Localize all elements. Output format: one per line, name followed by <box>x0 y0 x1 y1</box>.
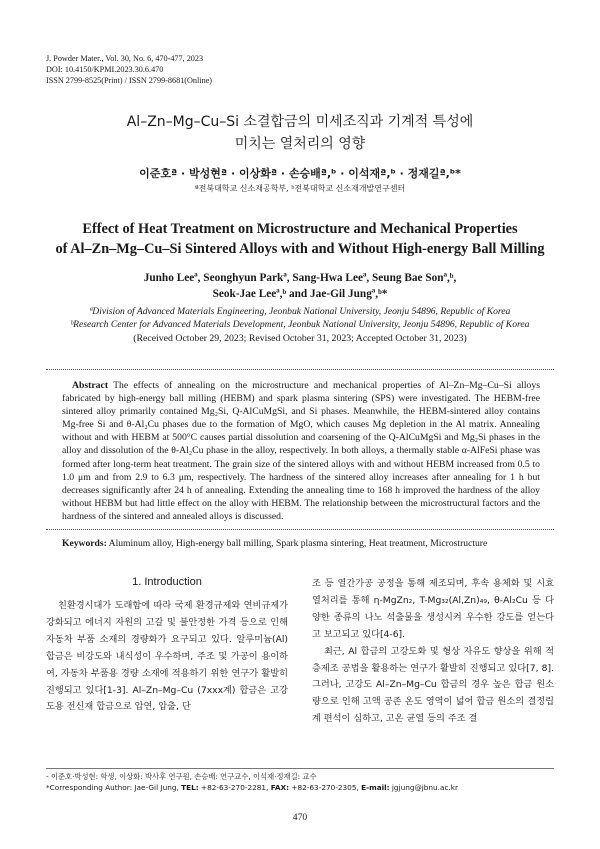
english-authors-line2: Seok-Jae Leeª,ᵇ and Jae-Gil Jungª,ᵇ* <box>212 288 388 300</box>
abstract-text: The effects of annealing on the microstructure and mechanical properties of Al–Zn–Mg–Cu–Si alloys fabricated by high-energy ball milling (HEBM) and spark plasma sintering (SPS) were investigated. The HEBM-free sintered alloy primarily contained Mg₂Si, Q-AlCuMgSi, and Si phases. Meanwhile, the HEBM-sintered alloy contains Mg-free Si and θ-Al₂Cu phases due to the formation of MgO, which causes Mg depletion in the Al matrix. Annealing without and with HEBM at 500°C causes partial dissolution and coarsening of the Q-AlCuMgSi and Mg₂Si phases in the alloy and dissolution of the θ-Al₂Cu phase in the alloy, respectively. In both alloys, a thermally stable α-AlFeSi phase was formed after long-term heat treatment. The grain size of the sintered alloys with and without HEBM increased from 0.5 to 1.0 μm and from 2.9 to 6.3 μm, respectively. The hardness of the sintered alloy increases after annealing for 1 h but decreases significantly after 24 h of annealing. Extending the annealing time to 168 h improved the hardness of the alloy without HEBM but had little effect on the alloy with HEBM. The relationship between the microstructural factors and the hardness of the sintered and annealed alloys is discussed. <box>62 380 541 522</box>
english-authors-line1: Junho Leeª, Seonghyun Parkª, Sang-Hwa Leeª, Seung Bae Sonª,ᵇ, <box>143 272 457 284</box>
abstract-label: Abstract <box>72 380 109 391</box>
fax-value: +82-63-270-2305, <box>291 783 359 792</box>
english-affiliation-b: ᵇResearch Center for Advanced Materials Development, Jeonbuk National University, Jeonju 54896, Republic of Korea <box>70 319 530 330</box>
journal-doi: DOI: 10.4150/KPMI.2023.30.6.470 <box>46 65 164 74</box>
korean-title-line2: 미치는 열처리의 영향 <box>234 136 366 152</box>
korean-affiliations: ª전북대학교 신소재공학부, ᵇ전북대학교 신소재개발연구센터 <box>194 184 406 193</box>
right-column <box>312 576 554 728</box>
english-affiliation-a: ªDivision of Advanced Materials Engineering, Jeonbuk National University, Jeonju 54896, Republic of Korea <box>89 306 511 317</box>
tel-value: +82-63-270-2281, <box>200 783 269 792</box>
fax-label: FAX: <box>270 783 290 792</box>
received-dates: (Received October 29, 2023; Revised October 31, 2023; Accepted October 31, 2023) <box>133 333 467 344</box>
left-column <box>46 598 288 716</box>
keywords-block <box>62 538 540 549</box>
journal-citation: J. Powder Mater., Vol. 30, No. 6, 470-477, 2023 <box>46 54 204 63</box>
journal-info <box>46 53 212 86</box>
section-heading-introduction: 1. Introduction <box>132 576 202 588</box>
korean-title-line1: Al–Zn–Mg–Cu–Si 소결합금의 미세조직과 기계적 특성에 <box>126 114 474 130</box>
email-link[interactable]: jgjung@jbnu.ac.kr <box>391 783 459 792</box>
footnote-divider <box>46 768 554 769</box>
tel-label: TEL: <box>181 783 199 792</box>
corresponding-author-name: *Corresponding Author: Jae-Gil Jung, <box>46 783 179 792</box>
page-number: 470 <box>292 812 308 823</box>
english-title-line2: of Al–Zn–Mg–Cu–Si Sintered Alloys with and Without High-energy Ball Milling <box>55 241 545 257</box>
abstract-top-divider <box>46 369 554 370</box>
keywords-text: Aluminum alloy, High-energy ball milling, Spark plasma sintering, Heat treatment, Microstructure <box>108 538 488 549</box>
intro-paragraph-1: 친환경시대가 도래함에 따라 국제 환경규제와 연비규제가 강화되고 에너지 자원의 고갈 및 불안정한 가격 등으로 인해 자동차 부품 소재의 경량화가 요구되고 있다. 알루미늄(Al) 합금은 비강도와 내식성이 우수하며, 주조 및 가공이 용이하여, 자동차 부품용 경량 소재에 적용하기 위한 연구가 활발히 진행되고 있다[1-3]. Al–Zn–Mg–Cu (7xxx계) 합금은 고강도용 전신재 합금으로 압연, 압출, 단 <box>46 600 288 713</box>
footnote-author-roles: - 이준호·박성현: 학생, 이상화: 박사후 연구원, 손승배: 연구교수, 이석재·정재길: 교수 <box>46 772 317 781</box>
korean-authors: 이준호ª · 박성현ª · 이상화ª · 손승배ª,ᵇ · 이석재ª,ᵇ · 정재길ª,ᵇ* <box>139 167 461 180</box>
journal-issn: ISSN 2799-8525(Print) / ISSN 2799-8681(Online) <box>46 76 213 85</box>
english-title-line1: Effect of Heat Treatment on Microstructure and Mechanical Properties <box>82 221 518 237</box>
abstract-bottom-divider <box>46 529 554 530</box>
email-label: E-mail: <box>361 783 390 792</box>
intro-paragraph-2: 최근, Al 합금의 고강도화 및 형상 자유도 향상을 위해 적층제조 공법을 활용하는 연구가 활발히 진행되고 있다[7, 8]. 그러나, 고강도 Al–Zn–Mg–Cu 합금의 경우 높은 합금 원소량으로 인해 고액 공존 온도 영역이 넓어 합금 원소의 결정립계 편석이 심하고, 고온 균열 등의 주조 결 <box>312 645 554 725</box>
abstract-block <box>62 379 540 523</box>
footnote-corresponding-author <box>46 783 458 792</box>
intro-paragraph-1-continued: 조 등 열간가공 공정을 통해 제조되며, 후속 용체화 및 시효 열처리를 통해 η-MgZn₂, T-Mg₃₂(Al,Zn)₄₉, θ-Al₂Cu 등 다양한 종류의 나노 석출물을 생성시켜 우수한 강도를 얻는다고 보고되고 있다[4-6]. <box>312 578 554 640</box>
keywords-label: Keywords: <box>62 538 107 549</box>
